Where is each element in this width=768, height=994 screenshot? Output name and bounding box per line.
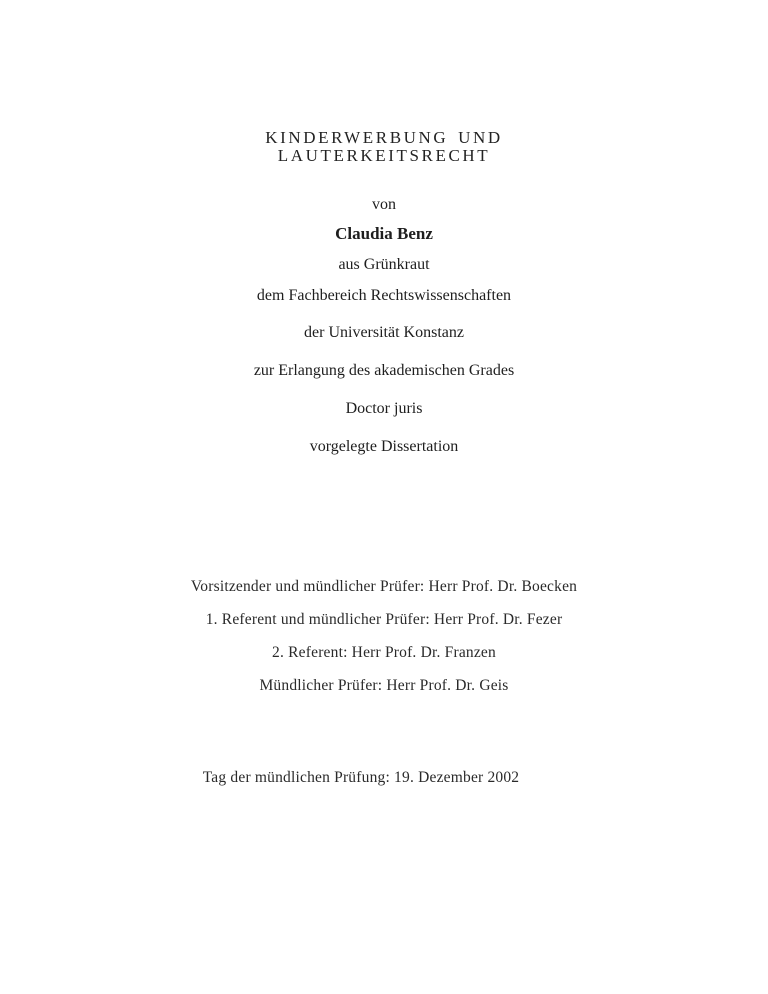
university-line: der Universität Konstanz bbox=[304, 324, 464, 341]
exam-date-line: Tag der mündlichen Prüfung: 19. Dezember 2002 bbox=[202, 769, 520, 786]
committee-chair-line: Vorsitzender und mündlicher Prüfer: Herr Prof. Dr. Boecken bbox=[190, 578, 578, 595]
degree-line: Doctor juris bbox=[345, 400, 423, 417]
submission-line: vorgelegte Dissertation bbox=[309, 438, 459, 455]
purpose-line: zur Erlangung des akademischen Grades bbox=[253, 362, 515, 379]
document-title bbox=[0, 129, 768, 165]
document-title-line1: KINDERWERBUNG UND bbox=[265, 128, 503, 147]
author-origin: aus Grünkraut bbox=[338, 256, 430, 273]
faculty-line: dem Fachbereich Rechtswissenschaften bbox=[256, 287, 512, 304]
committee-oral-examiner-line: Mündlicher Prüfer: Herr Prof. Dr. Geis bbox=[259, 677, 509, 694]
committee-referent1-line: 1. Referent und mündlicher Prüfer: Herr Prof. Dr. Fezer bbox=[205, 611, 563, 628]
byline: von bbox=[372, 196, 396, 213]
document-title-line2: LAUTERKEITSRECHT bbox=[277, 146, 491, 165]
author-name: Claudia Benz bbox=[335, 224, 433, 243]
committee-referent2-line: 2. Referent: Herr Prof. Dr. Franzen bbox=[272, 644, 496, 661]
